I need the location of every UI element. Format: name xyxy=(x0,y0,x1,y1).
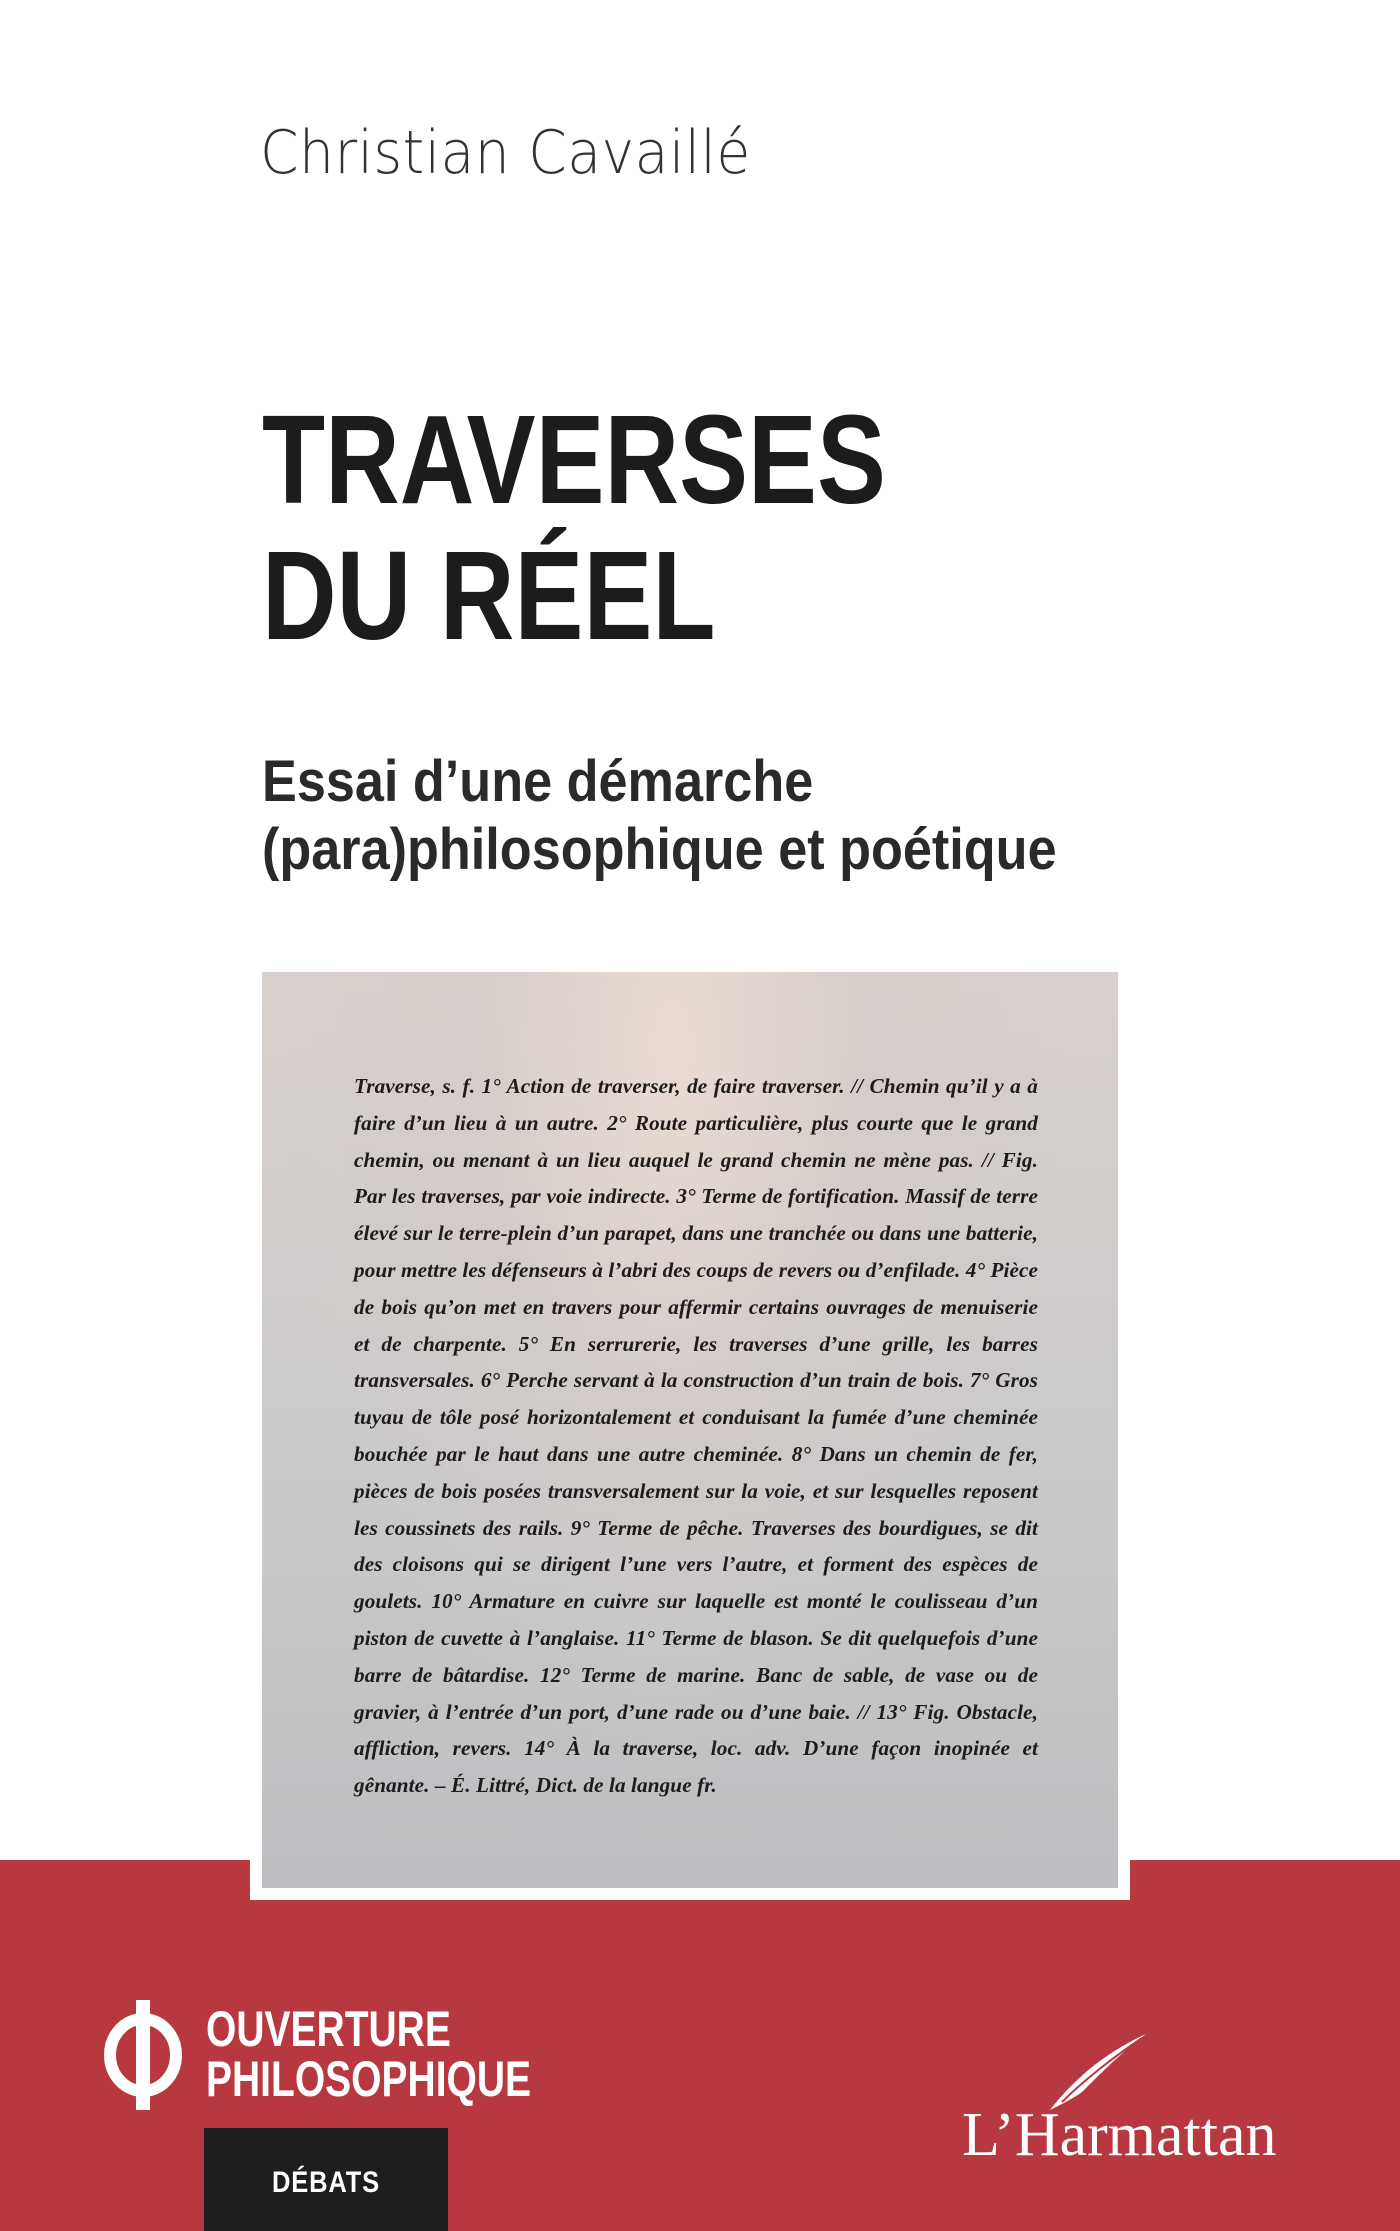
book-title xyxy=(262,389,886,666)
subtitle-line-2: (para)philosophique et poétique xyxy=(262,817,1057,882)
title-line-1: TRAVERSES xyxy=(262,389,886,530)
series-box xyxy=(204,2128,448,2231)
cover-photo-frame xyxy=(250,960,1130,1900)
collection-logo xyxy=(98,2000,532,2110)
publisher-name: L’Harmattan xyxy=(962,2101,1277,2169)
subtitle-line-1: Essai d’une démarche xyxy=(262,749,814,814)
phi-icon xyxy=(98,2000,188,2110)
cover-photo xyxy=(262,972,1118,1888)
collection-line-1: OUVERTURE xyxy=(206,2001,451,2057)
collection-line-2: PHILOSOPHIQUE xyxy=(206,2051,532,2107)
series-label: DÉBATS xyxy=(271,2166,381,2199)
author-name: Christian Cavaillé xyxy=(260,118,751,188)
book-subtitle xyxy=(262,748,1057,884)
publisher-logo xyxy=(962,2060,1322,2180)
dictionary-definition: Traverse, s. f. 1° Action de traverser, de faire traverser. // Chemin qu’il y a à faire d’un lieu à un autre. 2° Route particulière, plus courte que le grand chemin, ou menant à un lieu auquel le grand chemin ne mène pas. // Fig. Par les traverses, par voie indirecte. 3° Terme de fortification. Massif de terre élevé sur le terre-plein d’un parapet, dans une tranchée ou dans une batterie, pour mettre les défenseurs à l’abri des coups de revers ou d’enfilade. 4° Pièce de bois qu’on met en travers pour affermir certains ouvrages de menuiserie et de charpente. 5° En serrurerie, les traverses d’une grille, les barres transversales. 6° Perche servant à la construction d’un train de bois. 7° Gros tuyau de tôle posé horizontalement et conduisant la fumée d’une cheminée bouchée par le haut dans une autre cheminée. 8° Dans un chemin de fer, pièces de bois posées transversalement sur la voie, et sur lesquelles reposent les coussinets des rails. 9° Terme de pêche. Traverses des bourdigues, se dit des cloisons qui se dirigent l’une vers l’autre, et forment des espèces de goulets. 10° Armature en cuivre sur laquelle est monté le coulisseau d’un piston de cuvette à l’anglaise. 11° Terme de blason. Se dit quelquefois d’une barre de bâtardise. 12° Terme de marine. Banc de sable, de vase ou de gravier, à l’entrée d’un port, d’une rade ou d’une baie. // 13° Fig. Obstacle, affliction, revers. 14° À la traverse, loc. adv. D’une façon inopinée et gênante. – É. Littré, Dict. de la langue fr. xyxy=(354,1074,1038,1798)
collection-name xyxy=(206,2001,532,2107)
title-line-2: DU RÉEL xyxy=(262,525,716,666)
